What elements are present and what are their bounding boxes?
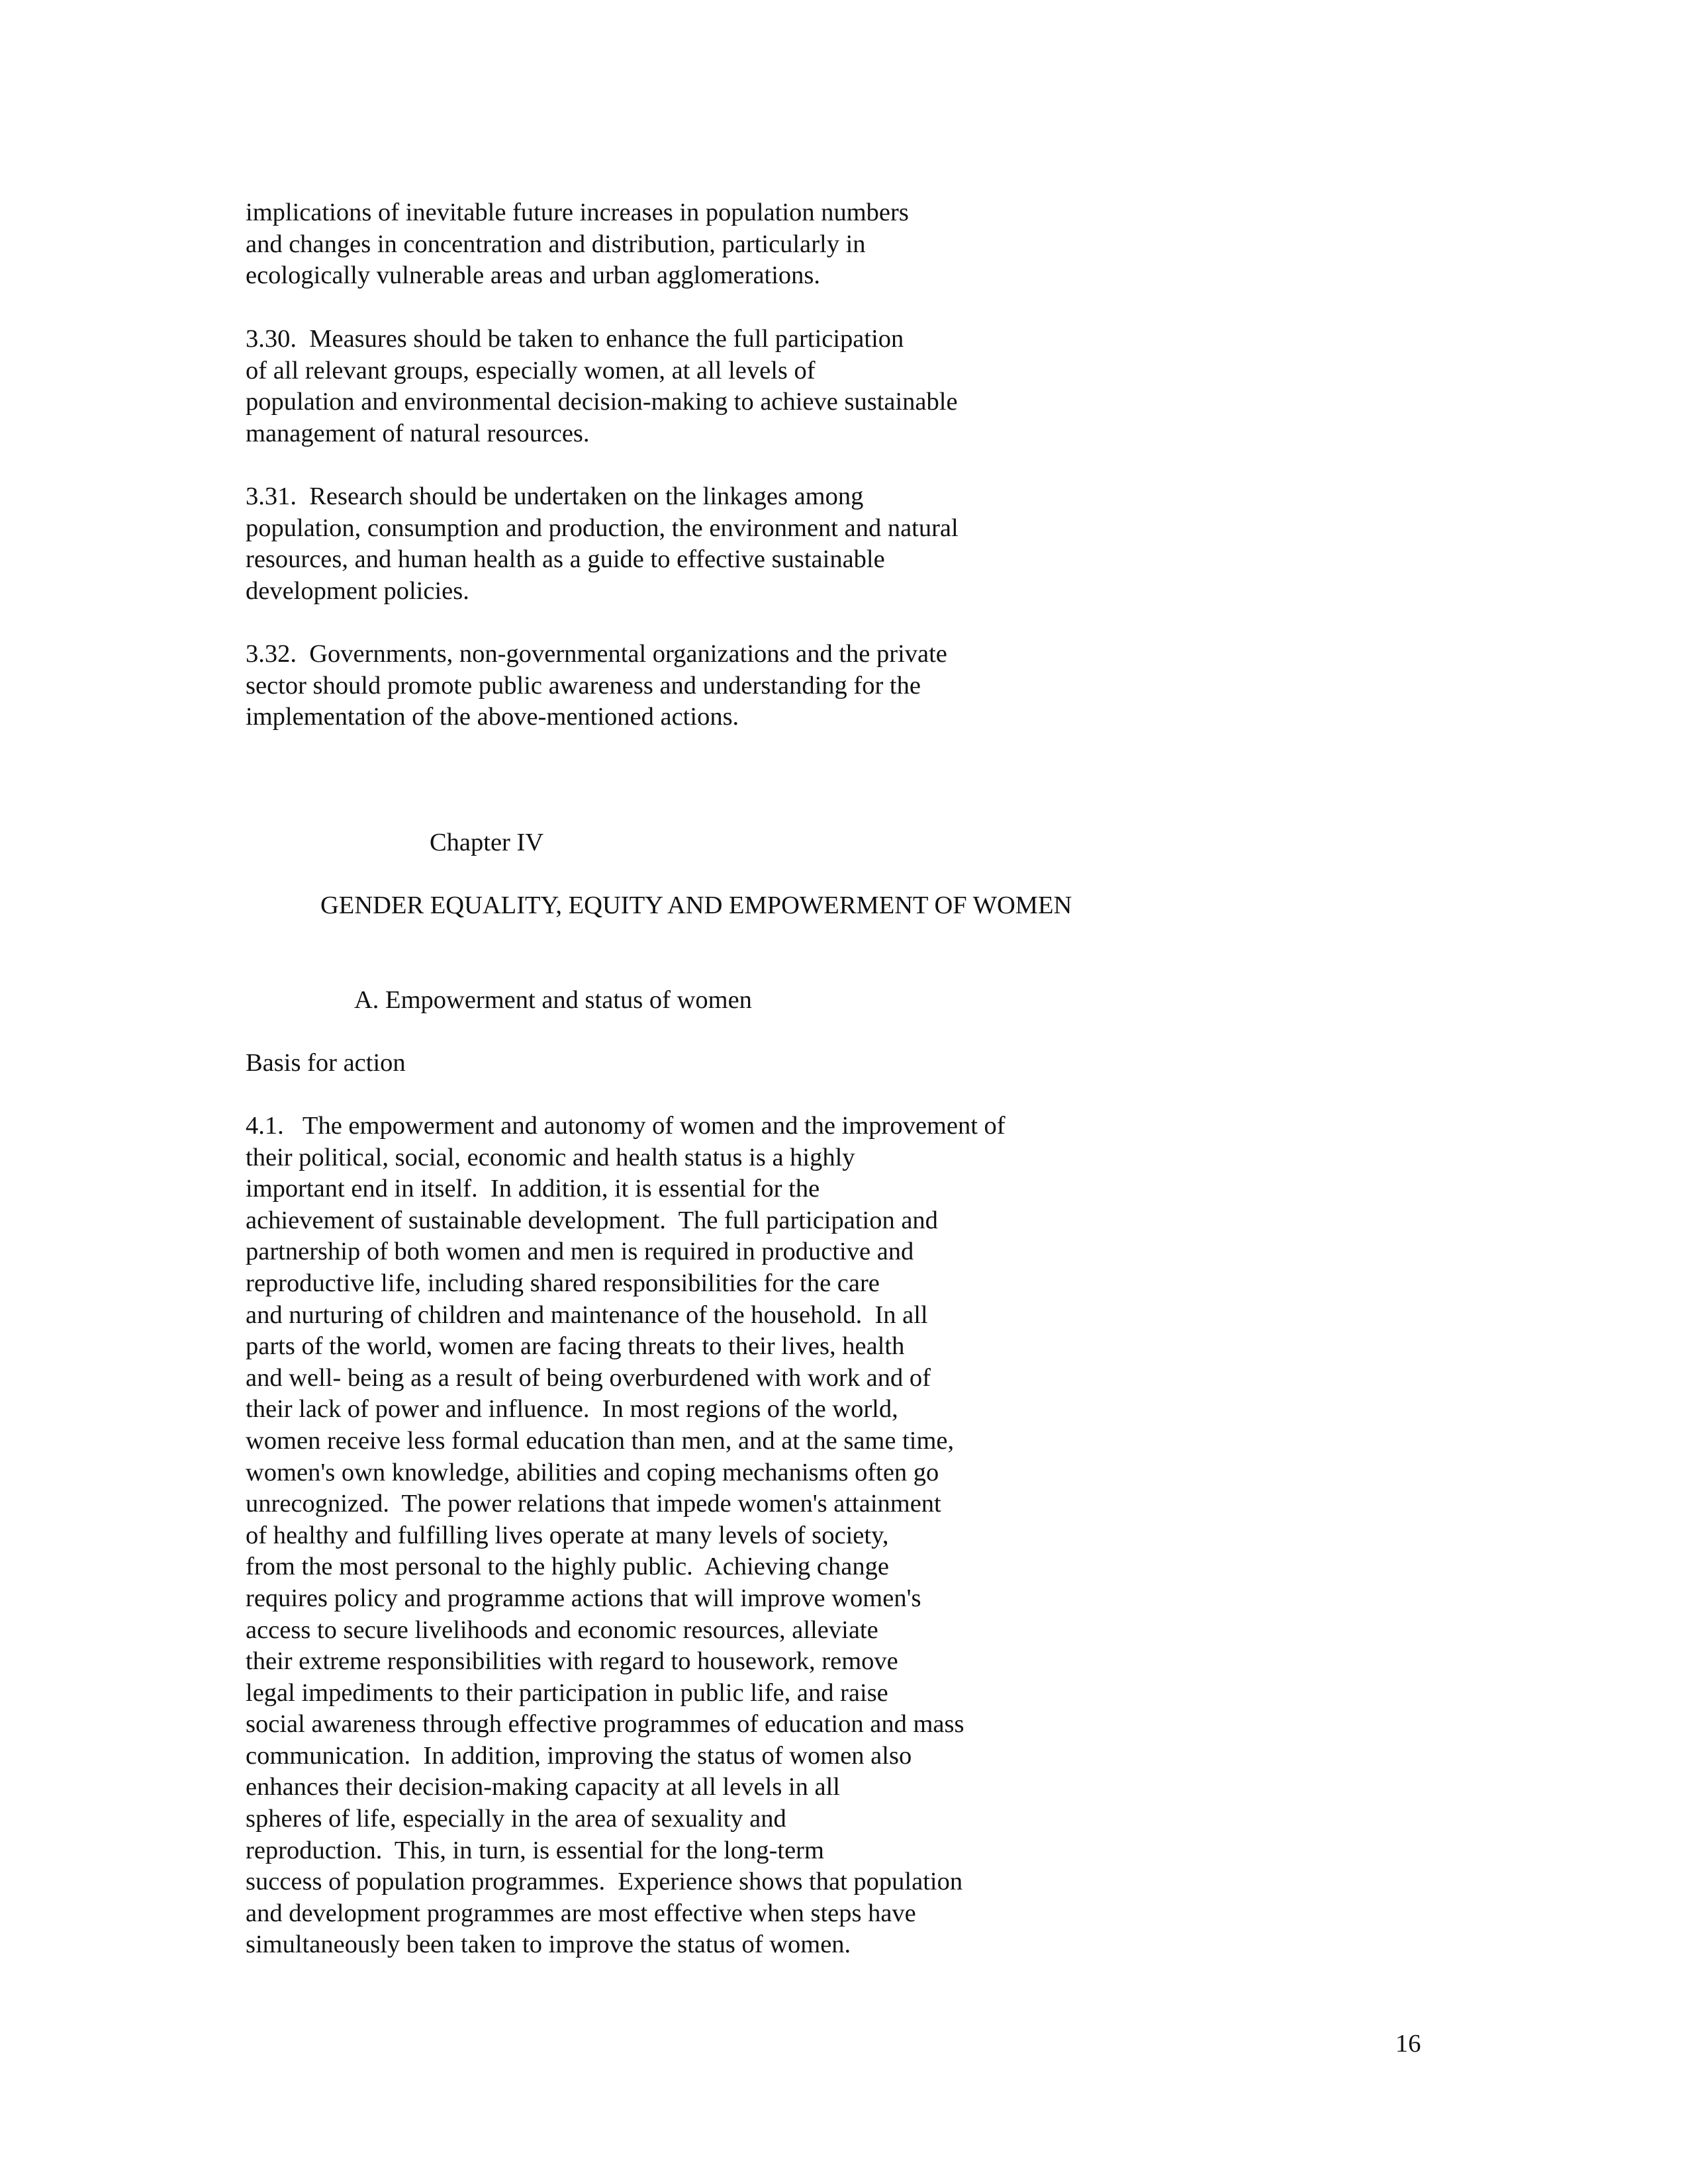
paragraph-line: and development programmes are most effective when steps have — [246, 1899, 916, 1927]
paragraph-line: women receive less formal education than men, and at the same time, — [246, 1426, 955, 1455]
paragraph-3-31 — [246, 481, 959, 607]
paragraph-4-1 — [246, 1111, 1006, 1961]
paragraph-line: simultaneously been taken to improve the status of women. — [246, 1931, 851, 1959]
section-heading: A. Empowerment and status of women — [354, 986, 752, 1014]
paragraph-line: requires policy and programme actions that will improve women's — [246, 1584, 921, 1612]
paragraph-line: implementation of the above-mentioned actions. — [246, 703, 739, 731]
paragraph-line: and changes in concentration and distribution, particularly in — [246, 230, 866, 258]
paragraph-line: their political, social, economic and health status is a highly — [246, 1143, 855, 1171]
paragraph-line: of all relevant groups, especially women, at all levels of — [246, 356, 816, 385]
paragraph-3-32 — [246, 639, 947, 733]
paragraph-line: parts of the world, women are facing threats to their lives, health — [246, 1332, 905, 1361]
paragraph-line: spheres of life, especially in the area of sexuality and — [246, 1805, 786, 1833]
paragraph-line: of healthy and fulfilling lives operate at many levels of society, — [246, 1521, 889, 1549]
paragraph-line: social awareness through effective programmes of education and mass — [246, 1710, 964, 1739]
paragraph-line: partnership of both women and men is required in productive and — [246, 1238, 914, 1266]
paragraph-line: important end in itself. In addition, it is essential for the — [246, 1175, 820, 1203]
paragraph-line: legal impediments to their participation in public life, and raise — [246, 1678, 888, 1707]
paragraph-line: resources, and human health as a guide to effective sustainable — [246, 545, 885, 574]
paragraph-line: reproductive life, including shared responsibilities for the care — [246, 1269, 880, 1297]
carryover-paragraph — [246, 197, 909, 292]
paragraph-line: population and environmental decision-making to achieve sustainable — [246, 388, 958, 416]
paragraph-line: women's own knowledge, abilities and coping mechanisms often go — [246, 1458, 939, 1486]
paragraph-line: enhances their decision-making capacity at all levels in all — [246, 1773, 840, 1801]
paragraph-line: their extreme responsibilities with regard to housework, remove — [246, 1647, 898, 1676]
paragraph-line: their lack of power and influence. In most regions of the world, — [246, 1395, 898, 1424]
paragraph-line: unrecognized. The power relations that impede women's attainment — [246, 1490, 941, 1518]
page-number: 16 — [1395, 2030, 1421, 2058]
paragraph-line: and nurturing of children and maintenance of the household. In all — [246, 1300, 928, 1329]
paragraph-line: from the most personal to the highly public. Achieving change — [246, 1553, 889, 1581]
paragraph-line: management of natural resources. — [246, 419, 590, 447]
paragraph-line: population, consumption and production, the environment and natural — [246, 514, 959, 542]
paragraph-line: development policies. — [246, 576, 469, 605]
chapter-label: Chapter IV — [430, 829, 544, 856]
paragraph-line: 3.30. Measures should be taken to enhance the full participation — [246, 325, 904, 353]
paragraph-3-30 — [246, 324, 958, 449]
paragraph-line: achievement of sustainable development. The full participation and — [246, 1206, 938, 1234]
paragraph-line: sector should promote public awareness and understanding for the — [246, 671, 921, 700]
paragraph-line: and well- being as a result of being overburdened with work and of — [246, 1363, 931, 1392]
paragraph-line: success of population programmes. Experience shows that population — [246, 1868, 963, 1896]
paragraph-line: access to secure livelihoods and economic resources, alleviate — [246, 1615, 878, 1644]
subheading-basis-for-action: Basis for action — [246, 1049, 406, 1077]
paragraph-line: 4.1. The empowerment and autonomy of women and the improvement of — [246, 1112, 1006, 1140]
paragraph-line: ecologically vulnerable areas and urban agglomerations. — [246, 261, 821, 290]
paragraph-line: implications of inevitable future increases in population numbers — [246, 199, 909, 226]
paragraph-line: communication. In addition, improving the status of women also — [246, 1741, 912, 1770]
paragraph-line: 3.32. Governments, non-governmental organizations and the private — [246, 640, 947, 668]
chapter-title: GENDER EQUALITY, EQUITY AND EMPOWERMENT OF WOMEN — [320, 891, 1072, 919]
paragraph-line: reproduction. This, in turn, is essential for the long-term — [246, 1836, 824, 1864]
paragraph-line: 3.31. Research should be undertaken on the linkages among — [246, 482, 864, 510]
